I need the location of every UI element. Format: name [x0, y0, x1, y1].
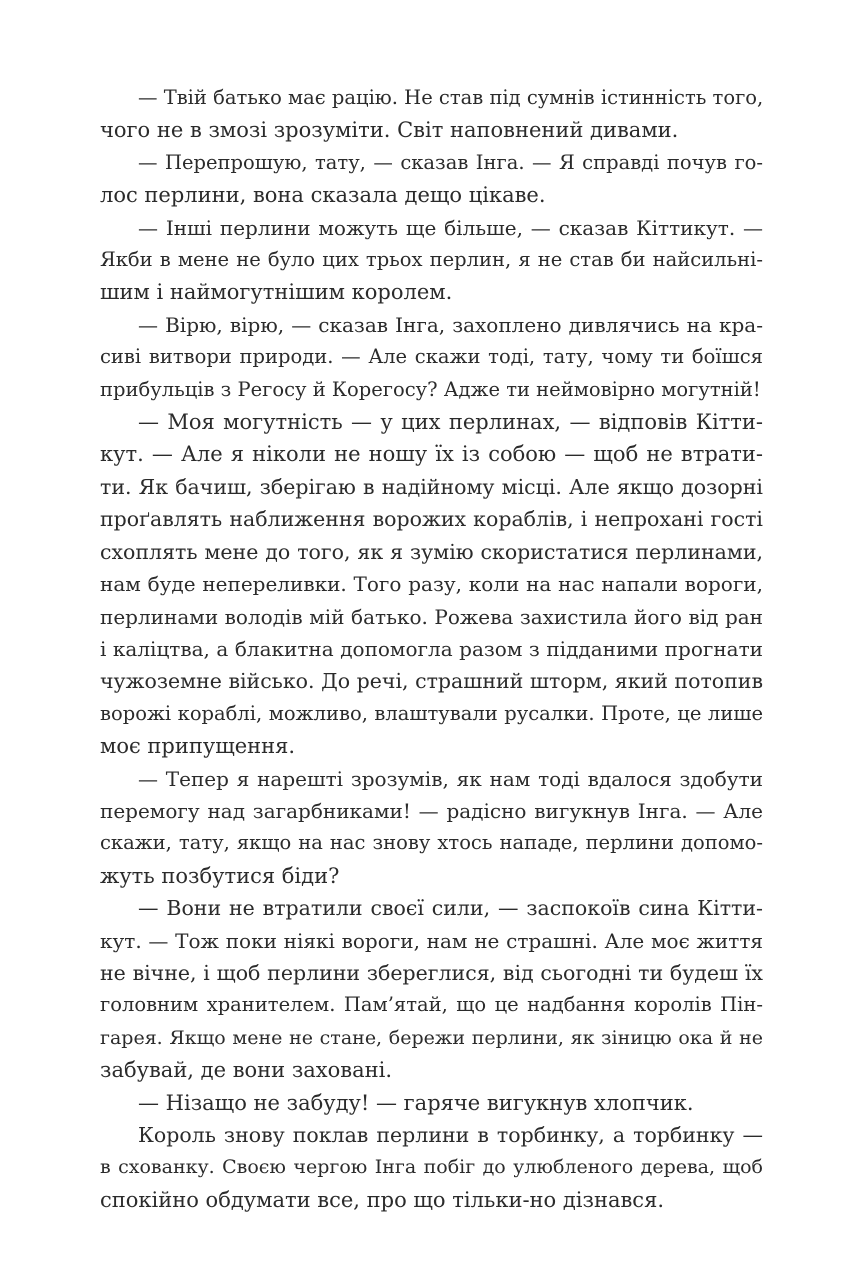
text-line: — Вірю, вірю, — сказав Інга, захоплено дивлячись на кра- [138, 312, 763, 337]
text-line: ворожі кораблі, можливо, влаштували русалки. Проте, це лише [100, 701, 763, 725]
text-line: і каліцтва, а блакитна допомогла разом з підданими прогнати [100, 636, 763, 661]
text-line: — Перепрошую, тату, — сказав Інга. — Я справді почув го- [138, 150, 763, 174]
text-line: перлинами володів мій батько. Рожева захистила його від ран [100, 604, 763, 629]
text-line: — Моя могутність — у цих перлинах, — відповів Кітти- [138, 410, 763, 435]
text-line: прибульців з Регосу й Корегосу? Адже ти неймовірно могутній! [100, 377, 761, 401]
text-line: нам буде непереливки. Того разу, коли на нас напали вороги, [100, 572, 763, 597]
text-line: не вічне, і щоб перлини збереглися, від сьогодні ти будеш їх [100, 960, 763, 985]
text-line: схоплять мене до того, як я зумію скористатися перлинами, [100, 539, 763, 564]
text-line: шим і наймогутнішим королем. [100, 280, 453, 305]
text-line: — Нізащо не забуду! — гаряче вигукнув хлопчик. [138, 1090, 694, 1115]
text-line: жуть позбутися біди? [100, 863, 340, 888]
text-line: проґавлять наближення ворожих кораблів, і непрохані гості [100, 507, 763, 532]
text-line: забувай, де вони заховані. [100, 1058, 393, 1083]
book-page-text [100, 82, 763, 1216]
text-line: — Тепер я нарешті зрозумів, як нам тоді вдалося здобути [138, 766, 763, 791]
text-line: кут. — Тож поки ніякі вороги, нам не страшні. Але моє життя [100, 928, 763, 953]
text-line: чужоземне військо. До речі, страшний шторм, який потопив [100, 669, 763, 694]
text-line: ти. Як бачиш, зберігаю в надійному місці. Але якщо дозорні [100, 474, 763, 499]
text-line: Якби в мене не було цих трьох перлин, я не став би найсильні- [100, 248, 763, 272]
text-line: — Інші перлини можуть ще більше, — сказав Кіттикут. — [138, 215, 763, 240]
text-line: кут. — Але я ніколи не ношу їх із собою — щоб не втрати- [100, 442, 763, 467]
text-line: — Вони не втратили своєї сили, — заспокоїв сина Кітти- [138, 896, 763, 921]
text-line: моє припущення. [100, 734, 296, 759]
text-line: в схованку. Своєю чергою Інга побіг до улюбленого дерева, щоб [100, 1156, 763, 1179]
text-line: чого не в змозі зрозуміти. Світ наповнений дивами. [100, 118, 679, 143]
text-line: головним хранителем. Пам’ятай, що це надбання королів Пін- [100, 993, 763, 1017]
text-line: сиві витвори природи. — Але скажи тоді, тату, чому ти боїшся [100, 345, 763, 369]
text-line: лос перлини, вона сказала дещо цікаве. [100, 183, 546, 208]
text-line: гарея. Якщо мене не стане, бережи перлини, як зіницю ока й не [100, 1026, 763, 1049]
text-line: спокійно обдумати все, про що тільки-но дізнався. [100, 1187, 664, 1212]
text-line: Король знову поклав перлини в торбинку, а торбинку — [138, 1123, 763, 1147]
text-line: — Твій батько має рацію. Не став під сумнів істинність того, [138, 86, 763, 109]
text-line: скажи, тату, якщо на нас знову хтось нападе, перлини допомо- [100, 831, 763, 855]
text-line: перемогу над загарбниками! — радісно вигукнув Інга. — Але [100, 798, 763, 823]
